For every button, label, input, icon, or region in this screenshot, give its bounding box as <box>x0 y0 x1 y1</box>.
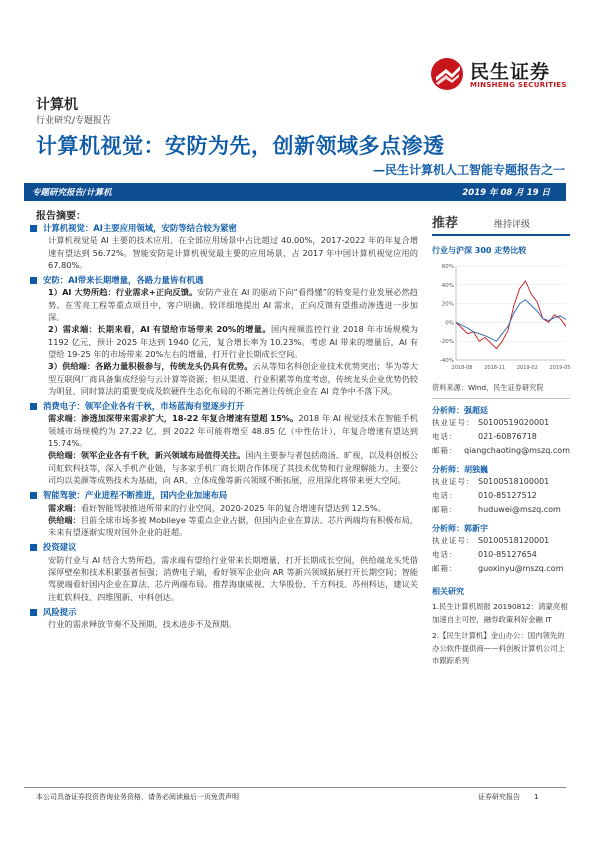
analyst-email <box>432 503 570 517</box>
page-title: 计算机视觉：安防为先，创新领域多点渗透 <box>36 134 445 158</box>
chart-heading: 行业与沪深 300 走势比较 <box>432 246 527 255</box>
y-tick-label: -20% <box>439 339 454 346</box>
paragraph <box>30 502 418 514</box>
paragraph-text: 国内主要参与者包括商汤、旷视，以及科创板公司虹软科技等，深入手机产业链，与多家手机厂商长期合作体现了其技术优势和行业理解能力。主要公司均以美颜等成熟技术为基础，向 AR、立体成像等新兴领域不断拓展，应用深化将带来更大空间。 <box>48 450 418 485</box>
report-date: 2019 年 08 月 19 日 <box>462 188 550 198</box>
paragraph-lead: 3）供给端：各路力量积极参与，传统龙头仍具有优势。 <box>48 361 253 372</box>
analyst-phone <box>432 489 570 503</box>
analyst-email <box>432 444 570 458</box>
paragraph-text: 国内视频监控行业 2018 年市场规模为 1192 亿元，预计 2025 年达到 1940 亿元，复合增长率为 10.23%。考虑 AI 带来的增量后，AI 有望给 19-25 年的市场带来 20%左右的增量，打开行业长期成长空间。 <box>48 324 418 359</box>
y-tick-label: 20% <box>441 301 454 308</box>
industry-label: 计算机 <box>36 97 78 113</box>
page-subtitle: —民生计算机人工智能专题报告之一 <box>372 163 565 177</box>
related-heading: 相关研究 <box>432 587 464 596</box>
field-value[interactable]: qiangchaoting@mszq.com <box>464 446 570 455</box>
paragraph <box>30 360 418 397</box>
analyst-license <box>432 416 570 430</box>
divider <box>432 234 570 236</box>
report-info-bar <box>24 183 566 201</box>
paragraph-lead: 1）AI 大势所趋：行业需求+正向反馈。 <box>48 287 198 298</box>
report-category: 专题研究报告/计算机 <box>32 188 112 198</box>
paragraph-lead: 需求端： <box>48 502 81 513</box>
field-value: 010-85127512 <box>478 491 537 500</box>
field-label: 执业证号： <box>432 477 475 486</box>
field-label: 邮箱： <box>432 446 458 455</box>
field-label: 执业证号： <box>432 418 475 427</box>
analyst-phone <box>432 548 570 562</box>
x-tick-label: 2019-05 <box>549 365 570 371</box>
field-label: 电话： <box>432 432 458 441</box>
divider <box>432 398 570 399</box>
square-bullet-icon <box>30 609 37 616</box>
field-label: 电话： <box>432 491 458 500</box>
analyst-license <box>432 534 570 548</box>
field-value[interactable]: guoxinyu@mszq.com <box>478 564 564 573</box>
paragraph: 安防行业与 AI 结合大势所趋，需求端有望给行业带来长期增量，打开长期成长空间，供给端龙头凭借深厚壁垒和技术积累强者恒强；消费电子端，看好领军企业向 AR 等新兴领域拓展打开长期空间；智能驾驶端看好国内企业在算法、芯片两端布局。推荐海康威视、大华股份、千方科技、苏州科达，建议关注虹软科技、四维图新、中科创达。 <box>48 554 418 602</box>
brand-name-cn: 民生证券 <box>470 61 551 83</box>
x-tick-label: 2018-08 <box>451 365 473 371</box>
footer-page: 证券研究报告 1 <box>478 793 539 801</box>
section-title: 消费电子：领军企业各有千秋，市场蓝海有望逐步打开 <box>43 401 244 412</box>
section-security <box>30 274 418 286</box>
footer-divider <box>24 787 566 788</box>
section-cv <box>30 222 418 234</box>
paragraph-text: 目前全球市场多被 Mobileye 等重点企业占据，但国内企业在算法、芯片两端均有积极布局，未来有望逐渐实现对国外企业的赶超。 <box>48 514 418 538</box>
analyst-phone <box>432 430 570 444</box>
recommend-label: 推荐 <box>432 216 459 231</box>
square-bullet-icon <box>30 225 37 232</box>
paragraph-lead: 供给端： <box>48 514 81 525</box>
summary-heading: 报告摘要： <box>36 211 86 222</box>
brand-name-en: MINSHENG SECURITIES <box>470 81 567 89</box>
sidebar <box>432 207 570 668</box>
section-title: 安防：AI带来长期增量，各路力量皆有机遇 <box>43 275 204 286</box>
section-driving <box>30 489 418 501</box>
paragraph: 计算机视觉是 AI 主要的技术应用，在全部应用场景中占比超过 40.00%，2017-2022 年的年复合增速有望达到 56.72%。智能安防是计算机视觉最主要的应用场景，占 2017 年中国计算机视觉应用的 67.80%。 <box>48 235 418 270</box>
rating-row <box>432 207 570 237</box>
brand-logo <box>430 57 570 91</box>
y-tick-label: -40% <box>439 358 454 364</box>
analyst-name: 分析师：胡独巍 <box>432 465 488 474</box>
square-bullet-icon <box>30 277 37 284</box>
square-bullet-icon <box>30 403 37 410</box>
footer-disclaimer: 本公司具备证券投资咨询业务资格，请务必阅读最后一页免责声明 <box>36 793 239 801</box>
section-risk <box>30 606 418 618</box>
paragraph <box>30 514 418 539</box>
y-tick-label: 60% <box>441 264 454 270</box>
section-title: 计算机视觉：AI主要应用领域，安防等结合较为紧密 <box>43 223 237 233</box>
paragraph <box>30 449 418 486</box>
field-label: 执业证号： <box>432 536 475 545</box>
field-value: S0100518120001 <box>478 536 550 545</box>
report-type: 行业研究/专题报告 <box>36 116 112 126</box>
analyst-email <box>432 562 570 576</box>
y-tick-label: 40% <box>441 282 454 289</box>
related-link[interactable]: 1.民生计算机周报 20190812：鸿蒙亮相加速自主可控，融券政策利好金融 IT <box>432 602 568 624</box>
field-value: 021-60876718 <box>478 432 537 441</box>
section-title: 智能驾驶：产业进程不断推进，国内企业加速布局 <box>43 490 228 501</box>
square-bullet-icon <box>30 492 37 499</box>
field-label: 电话： <box>432 550 458 559</box>
related-link[interactable]: 2.【民生计算机】金山办公：国内领先的办公软件提供商——科创板计算机公司上市跟踪系列 <box>432 631 566 665</box>
paragraph-text: 看好智能驾驶推进所带来的行业空间，2020-2025 年的复合增速有望达到 12.5%。 <box>80 502 386 513</box>
paragraph-lead: 供给端：领军企业各有千秋，新兴领域布局值得关注。 <box>48 450 246 461</box>
x-tick-label: 2019-02 <box>516 365 538 371</box>
section-title: 投资建议 <box>43 542 77 553</box>
paragraph-text: 2018 年 AI 视觉技术在智能手机领域市场规模约为 27.22 亿，到 2022 年可能将增至 48.85 亿（中性估计），年复合增速有望达到 15.74%。 <box>48 413 418 449</box>
paragraph-text: 安防产业在 AI 的驱动下向“看得懂”的转变是行业发展必然趋势。在雪亮工程等重点项目中，客户明确、较详细地提出 AI 需求，正向反馈有望推动渗透进一步加深。 <box>48 287 418 323</box>
field-label: 邮箱： <box>432 505 458 514</box>
analyst-name: 分析师：郭新宇 <box>432 524 488 533</box>
section-investment <box>30 541 418 553</box>
field-value: S0100518100001 <box>478 477 550 486</box>
paragraph <box>30 323 418 360</box>
section-consumer <box>30 400 418 412</box>
paragraph-lead: 2）需求端：长期来看，AI 有望给市场带来 20%的增量。 <box>48 324 271 335</box>
trend-chart <box>432 260 570 378</box>
field-label: 邮箱： <box>432 564 458 573</box>
series-line-2 <box>456 300 566 341</box>
series-line-1 <box>456 281 566 349</box>
chart-source: 资料来源：Wind，民生证券研究院 <box>432 383 544 392</box>
section-title: 风险提示 <box>43 606 77 617</box>
rating-label: 维持评级 <box>494 220 531 230</box>
paragraph-lead: 需求端：渗透加深带来需求扩大，18-22 年复合增速有望超 15%。 <box>48 413 299 424</box>
summary-body <box>30 219 418 631</box>
analyst-license <box>432 475 570 489</box>
paragraph: 行业的需求释放节奏不及预期，技术进步不及预期。 <box>48 619 237 630</box>
square-bullet-icon <box>30 544 37 551</box>
paragraph <box>30 286 418 323</box>
minsheng-logo-icon <box>430 57 464 91</box>
analyst-name: 分析师：强超廷 <box>432 406 488 415</box>
field-value[interactable]: huduwei@mszq.com <box>478 505 561 514</box>
field-value: 010-85127654 <box>478 550 537 559</box>
y-tick-label: 0% <box>445 320 454 327</box>
x-tick-label: 2018-11 <box>484 365 506 371</box>
paragraph <box>30 412 418 449</box>
field-value: S0100519020001 <box>478 418 550 427</box>
paragraph-text: 云从等知名科创企业技术优势突出；华为等大型互联网厂商具备集成经验与云计算等资源；但从渠道、行业积累等角度考虑，传统龙头企业优势仍较为明显，同时算法的重要变成及软硬件生态化布局的不断完善让传统企业在 AI 竞争中不落下风。 <box>48 361 418 396</box>
